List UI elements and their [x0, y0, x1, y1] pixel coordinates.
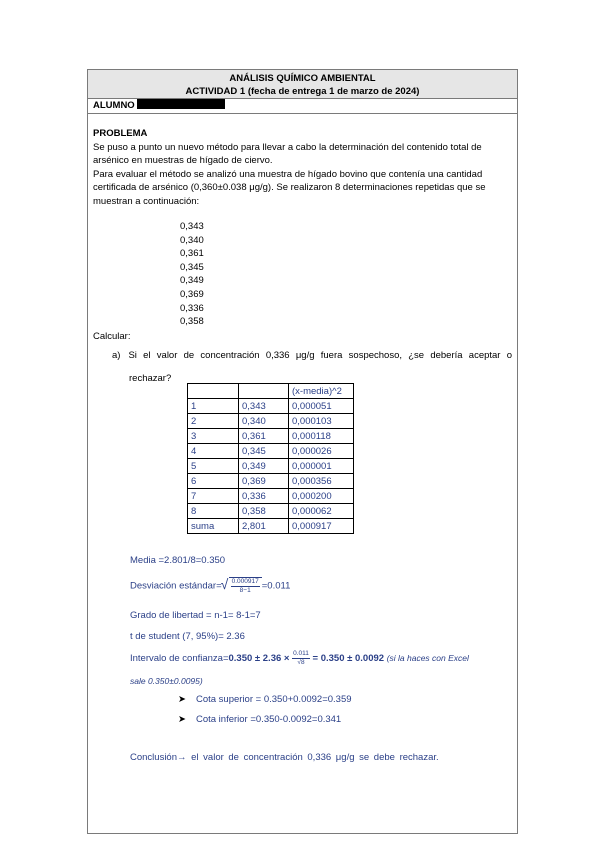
table-cell: 2 — [188, 414, 239, 429]
table-row — [188, 504, 354, 519]
table-cell: 0,000200 — [289, 489, 354, 504]
calcular-label: Calcular: — [93, 331, 131, 342]
table-cell: 0,000356 — [289, 474, 354, 489]
confidence-interval-line — [130, 650, 469, 667]
table-cell: 0,000026 — [289, 444, 354, 459]
std-dev-result: =0.011 — [261, 580, 291, 592]
table-row — [188, 459, 354, 474]
table-cell: 0,349 — [239, 459, 289, 474]
table-cell: (x-media)^2 — [289, 384, 354, 399]
conclusion-line: Conclusión→ el valor de concentración 0,336 μg/g se debe rechazar. — [130, 752, 439, 763]
table-cell: 0,340 — [239, 414, 289, 429]
delivery-date: 1 de marzo de 2024 — [329, 86, 417, 97]
upper-bound: Cota superior = 0.350+0.0092=0.359 — [195, 694, 352, 705]
table-sum-row — [188, 519, 354, 534]
table-cell: 0,361 — [239, 429, 289, 444]
question-letter: a) — [112, 350, 121, 361]
ci-frac-denominator: √8 — [297, 659, 305, 666]
problem-heading: PROBLEMA — [93, 128, 148, 139]
t-student-line: t de student (7, 95%)= 2.36 — [130, 631, 245, 642]
problem-line: muestran a continuación: — [93, 195, 200, 207]
table-cell: 0,000001 — [289, 459, 354, 474]
measurement-value: 0,369 — [180, 288, 204, 300]
redacted-name — [137, 99, 225, 109]
table-cell: 0,343 — [239, 399, 289, 414]
table-cell: 0,000051 — [289, 399, 354, 414]
std-dev-label: Desviación estándar= — [130, 580, 222, 592]
ci-expression-a: 0.350 ± 2.36 × — [228, 653, 290, 665]
table-header-row — [188, 384, 354, 399]
std-dev-line — [130, 577, 290, 595]
table-cell: 3 — [188, 429, 239, 444]
header-title: ANÁLISIS QUÍMICO AMBIENTAL — [229, 73, 376, 84]
measurement-value: 0,349 — [180, 275, 204, 287]
table-cell: 1 — [188, 399, 239, 414]
alumno-row — [87, 98, 518, 114]
deviation-table — [187, 383, 354, 534]
table-cell: 0,336 — [239, 489, 289, 504]
problem-line: arsénico en muestras de hígado de ciervo. — [93, 155, 273, 166]
table-row — [188, 429, 354, 444]
table-row — [188, 444, 354, 459]
measurement-value: 0,336 — [180, 302, 204, 314]
sqrt-symbol — [229, 577, 262, 595]
problem-line: Para evaluar el método se analizó una muestra de hígado bovino que contenía una cantidad — [93, 168, 483, 180]
table-cell: 0,000103 — [289, 414, 354, 429]
lower-bound: Cota inferior =0.350-0.0092=0.341 — [195, 714, 342, 725]
table-row — [188, 474, 354, 489]
ci-excel-note-2: sale 0.350±0.0095) — [130, 676, 203, 686]
media-line: Media =2.801/8=0.350 — [130, 555, 226, 566]
problem-statement — [93, 127, 513, 208]
problem-line: Se puso a punto un nuevo método para llevar a cabo la determinación del contenido total de — [93, 141, 482, 153]
measurement-value: 0,361 — [180, 248, 204, 260]
table-cell: 0,000118 — [289, 429, 354, 444]
table-cell: 0,000062 — [289, 504, 354, 519]
table-row — [188, 489, 354, 504]
degrees-of-freedom-line: Grado de libertad = n-1= 8-1=7 — [130, 610, 261, 621]
document-header — [87, 69, 518, 99]
table-cell: 8 — [188, 504, 239, 519]
question-line: Si el valor de concentración 0,336 μg/g fuera sospechoso, ¿se debería aceptar o — [128, 350, 512, 361]
bullet-item-upper — [178, 694, 352, 705]
measurement-value: 0,343 — [180, 221, 204, 232]
table-cell: 0,369 — [239, 474, 289, 489]
arrow-bullet-icon: ➤ — [178, 694, 186, 705]
table-cell: 0,345 — [239, 444, 289, 459]
measurement-value: 0,345 — [180, 261, 204, 273]
problem-line: certificada de arsénico (0,360±0.038 μg/g). Se realizaron 8 determinaciones repetidas que se — [93, 182, 486, 193]
table-cell: suma — [188, 519, 239, 534]
bullet-item-lower — [178, 714, 341, 725]
ci-label: Intervalo de confianza= — [130, 653, 229, 665]
header-subtitle: ACTIVIDAD 1 (fecha de entrega 1 de marzo de 2024) — [185, 86, 420, 97]
table-cell — [239, 384, 289, 399]
measurement-value: 0,358 — [180, 316, 204, 328]
question-line: rechazar? — [129, 373, 172, 384]
table-cell — [188, 384, 239, 399]
measurement-value: 0,340 — [180, 234, 204, 246]
alumno-label: ALUMNO — [93, 100, 135, 111]
table-cell: 2,801 — [239, 519, 289, 534]
ci-expression-b: = 0.350 ± 0.0092 — [312, 653, 385, 665]
table-cell: 0,000917 — [289, 519, 354, 534]
std-dev-numerator: √ 0.000917 — [231, 578, 259, 585]
table-cell: 0,358 — [239, 504, 289, 519]
arrow-bullet-icon: ➤ — [178, 714, 186, 725]
table-row — [188, 399, 354, 414]
table-cell: 5 — [188, 459, 239, 474]
std-dev-denominator: 8−1 — [239, 587, 251, 594]
table-row — [188, 414, 354, 429]
ci-frac-numerator: 0.011 — [293, 650, 309, 657]
table-cell: 7 — [188, 489, 239, 504]
ci-excel-note: (si la haces con Excel — [386, 653, 469, 664]
table-cell: 4 — [188, 444, 239, 459]
table-cell: 6 — [188, 474, 239, 489]
measurement-list — [180, 220, 204, 329]
